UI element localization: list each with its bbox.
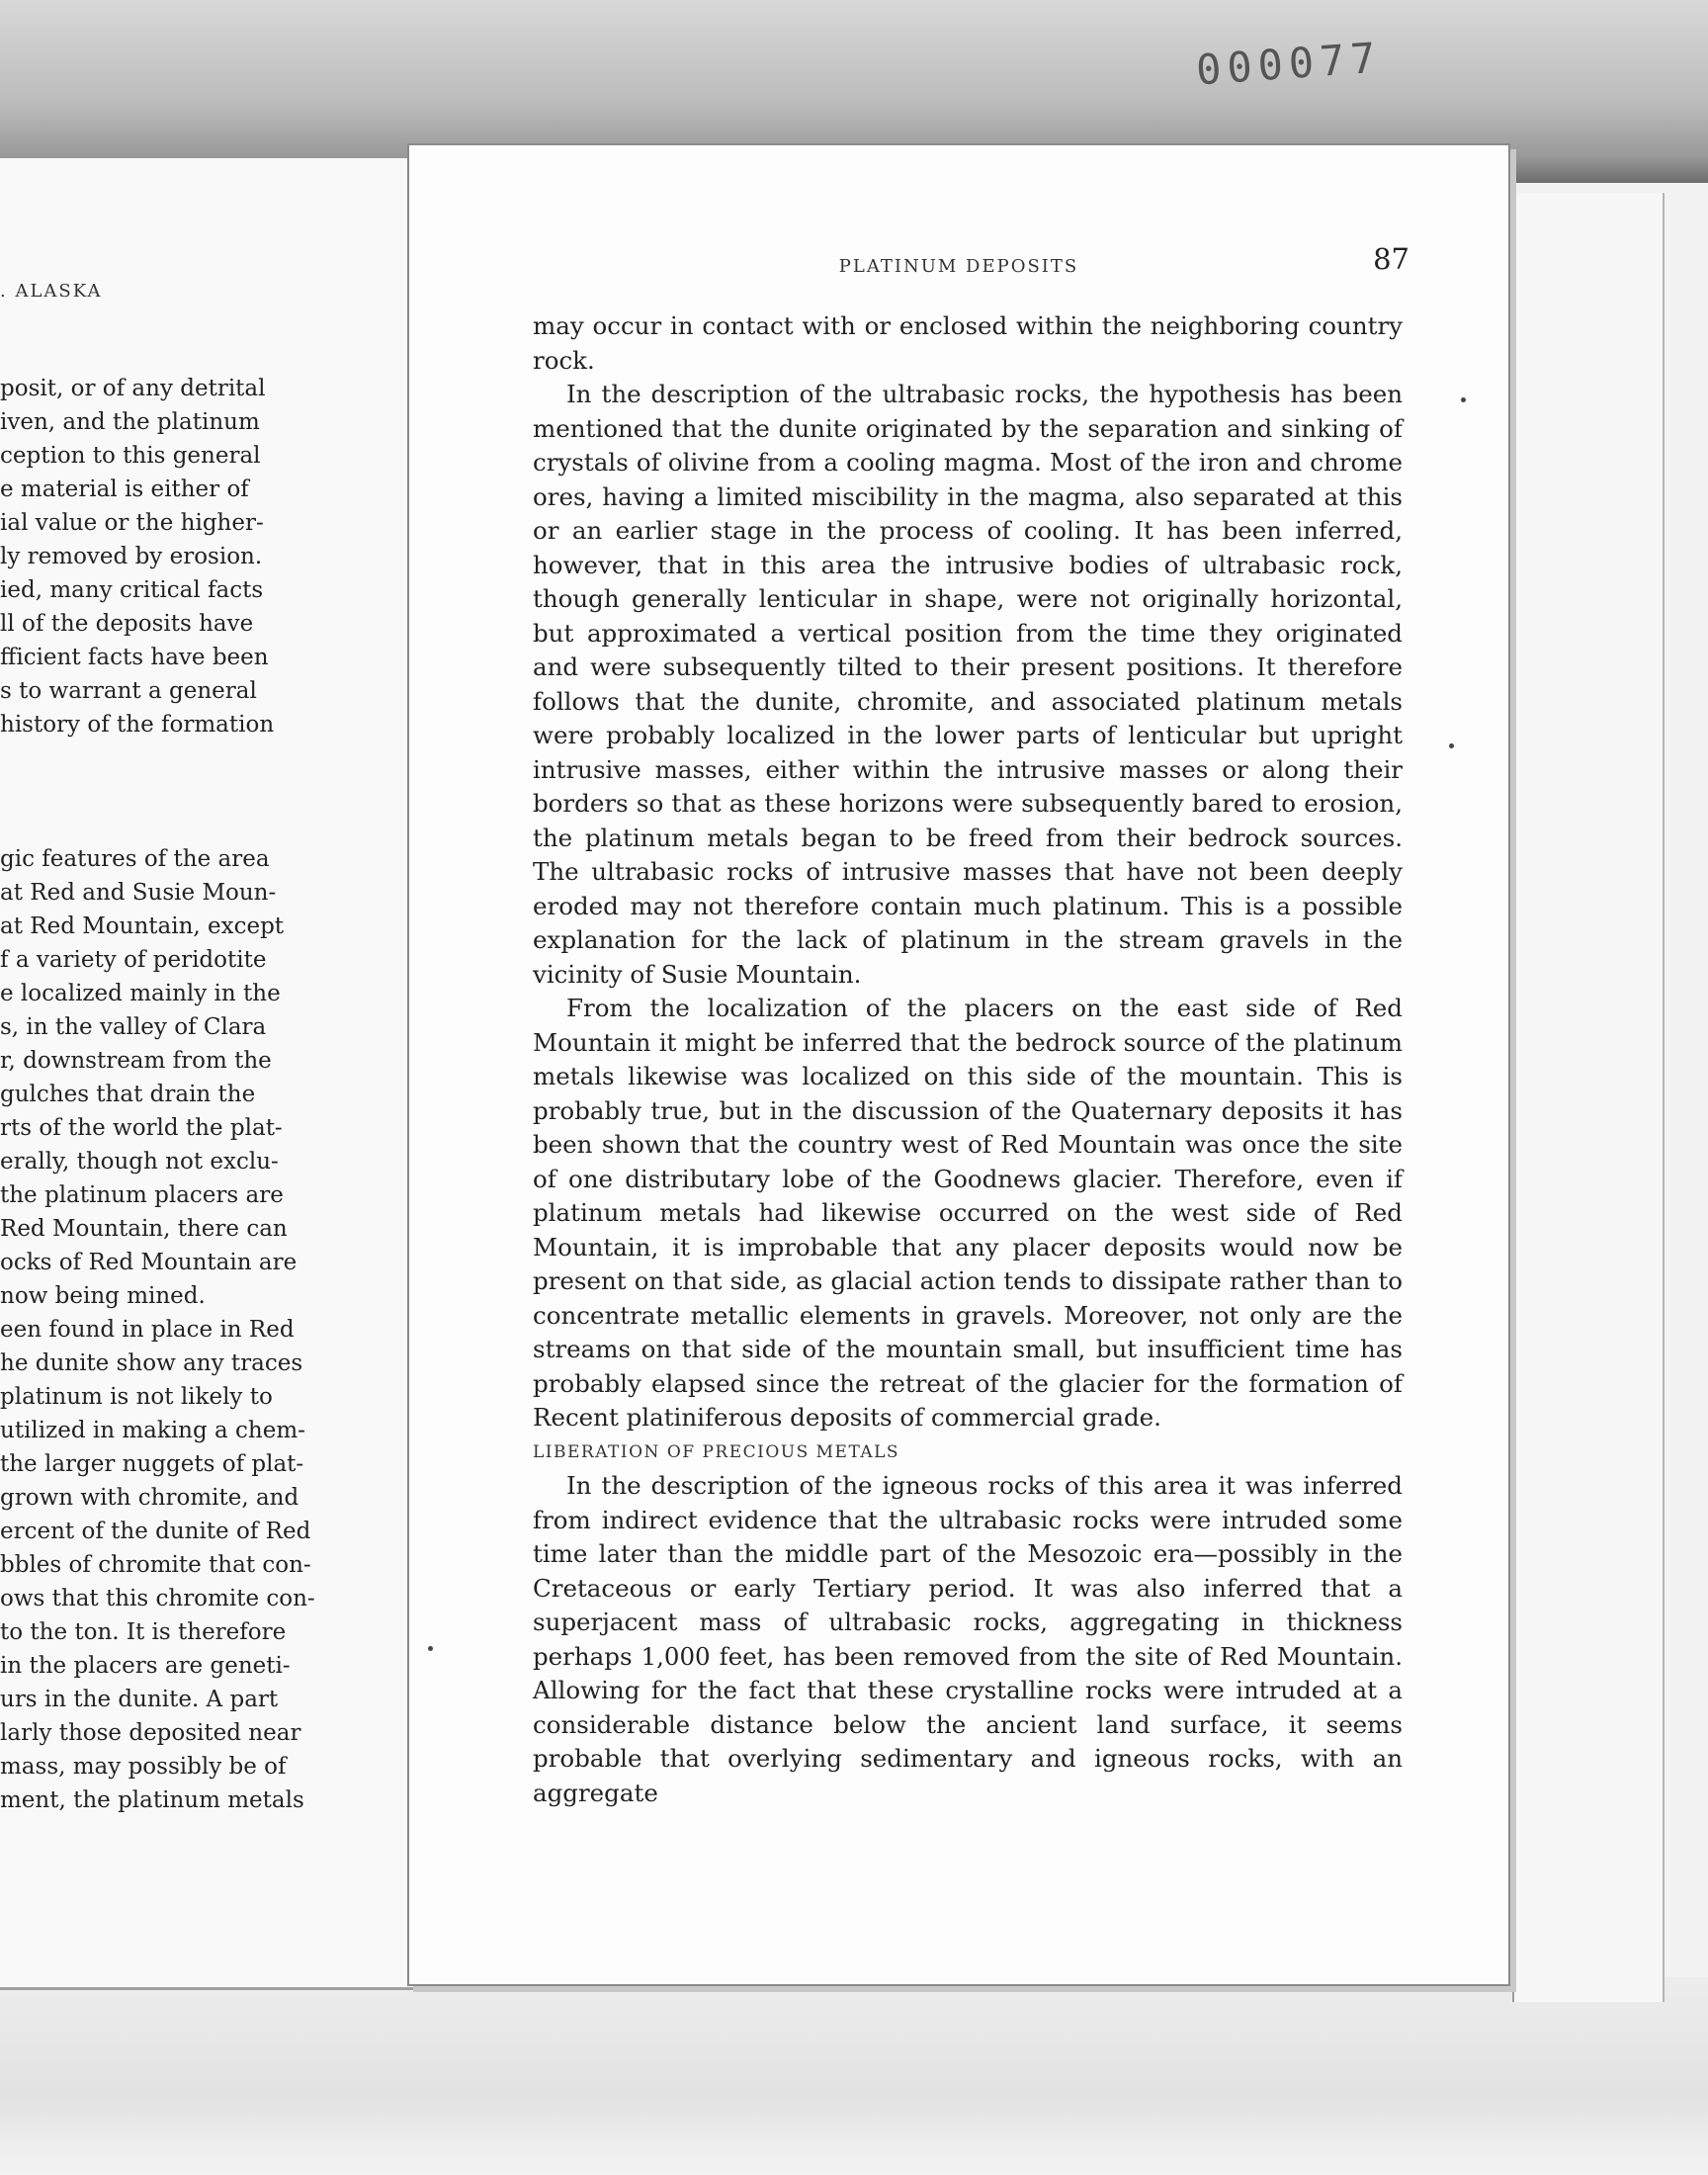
- left-line: s to warrant a general: [0, 678, 257, 704]
- paragraph: From the localization of the placers on the east side of Red Mountain it might be inferred that the bedrock source of the platinum metals likewise was localized on this side of the mountain. This is probably true, but in the discussion of the Quaternary deposits it has been shown that the country west of Red Mountain was once the site of one distributary lobe of the Goodnews glacier. Therefore, even if platinum metals had likewise occurred on the west side of Red Mountain, it is improbable that any placer deposits would now be present on that side, as glacial action tends to dissipate rather than to concentrate metallic elements in gravels. Moreover, not only are the streams on that side of the mountain small, but insufficient time has probably elapsed since the retreat of the glacier for the formation of Recent platiniferous deposits of commercial grade.: [533, 994, 1403, 1432]
- underlying-sheet: [1512, 193, 1665, 2002]
- paragraph: In the description of the ultrabasic rocks, the hypothesis has been mentioned that the dunite originated by the separation and sinking of crystals of olivine from a cooling magma. Most of the iron and chrome ores, having a limited miscibility in the magma, also separated at this or an earlier stage in the process of cooling. It has been inferred, however, that in this area the intrusive bodies of ultrabasic rock, though generally lenticular in shape, were not originally horizontal, but approximated a vertical position from the time they originated and were subsequently tilted to their present positions. It therefore follows that the dunite, chromite, and associated platinum metals were probably localized in the lower parts of lenticular but upright intrusive masses, either within the intrusive masses or along their borders so that as these horizons were subsequently bared to erosion, the platinum metals began to be freed from their bedrock sources. The ultrabasic rocks of intrusive masses that have not been deeply eroded may not therefore contain much platinum. This is a possible explanation for the lack of platinum in the stream gravels in the vicinity of Susie Mountain.: [533, 380, 1403, 989]
- left-line: in the placers are geneti-: [0, 1653, 291, 1679]
- left-line: ll of the deposits have: [0, 611, 254, 637]
- margin-mark: [1449, 743, 1454, 748]
- left-line: at Red Mountain, except: [0, 914, 285, 939]
- left-line: e material is either of: [0, 477, 249, 502]
- page-body: [533, 309, 1403, 1810]
- left-line: the larger nuggets of plat-: [0, 1451, 304, 1477]
- left-line: ception to this general: [0, 443, 261, 469]
- scan-bottom-area: [0, 1977, 1708, 2175]
- paragraph: may occur in contact with or enclosed within the neighboring country rock.: [533, 311, 1403, 375]
- left-line: rts of the world the plat-: [0, 1115, 283, 1141]
- left-line: to the ton. It is therefore: [0, 1619, 287, 1645]
- margin-mark: [428, 1646, 433, 1651]
- left-line: he dunite show any traces: [0, 1350, 303, 1376]
- left-line: een found in place in Red: [0, 1317, 295, 1343]
- left-line: r, downstream from the: [0, 1048, 272, 1074]
- left-line: gulches that drain the: [0, 1082, 256, 1107]
- left-line: f a variety of peridotite: [0, 947, 267, 973]
- left-section-gap: [0, 741, 346, 842]
- left-line: mass, may possibly be of: [0, 1754, 287, 1780]
- left-line: ercent of the dunite of Red: [0, 1519, 311, 1544]
- left-line: fficient facts have been: [0, 645, 269, 670]
- left-line: at Red and Susie Moun-: [0, 880, 277, 906]
- left-line: ows that this chromite con-: [0, 1586, 315, 1611]
- left-line: ial value or the higher-: [0, 510, 264, 536]
- left-page-text: [0, 372, 346, 1817]
- left-line: iven, and the platinum: [0, 409, 260, 435]
- bates-stamp: 000077: [1194, 33, 1384, 95]
- main-page: [407, 143, 1510, 1986]
- left-line: ly removed by erosion.: [0, 544, 263, 569]
- running-header: PLATINUM DEPOSITS: [838, 256, 1079, 277]
- left-line: utilized in making a chem-: [0, 1418, 305, 1443]
- left-line: s, in the valley of Clara: [0, 1014, 267, 1040]
- left-line: history of the formation: [0, 712, 275, 738]
- left-line: Red Mountain, there can: [0, 1216, 288, 1242]
- left-line: ocks of Red Mountain are: [0, 1250, 298, 1275]
- paragraph: In the description of the igneous rocks of this area it was inferred from indirect evidence that the ultrabasic rocks were intruded some time later than the middle part of the Mesozoic era—possibly in the Cretaceous or early Tertiary period. It was also inferred that a superjacent mass of ultrabasic rocks, aggregating in thickness perhaps 1,000 feet, has been removed from the site of Red Mountain. Allowing for the fact that these crystalline rocks were intruded at a considerable distance below the ancient land surface, it seems probable that overlying sedimentary and igneous rocks, with an aggregate: [533, 1471, 1403, 1807]
- left-line: urs in the dunite. A part: [0, 1687, 279, 1712]
- left-line: grown with chromite, and: [0, 1485, 299, 1511]
- page-number: 87: [1373, 242, 1409, 276]
- left-line: gic features of the area: [0, 846, 270, 872]
- left-line: posit, or of any detrital: [0, 376, 266, 401]
- left-line: ment, the platinum metals: [0, 1787, 304, 1813]
- left-line: bbles of chromite that con-: [0, 1552, 311, 1578]
- left-line: platinum is not likely to: [0, 1384, 273, 1410]
- left-page-header: . ALASKA: [0, 281, 103, 302]
- left-line: ied, many critical facts: [0, 577, 264, 603]
- left-line: larly those deposited near: [0, 1720, 301, 1746]
- left-line: e localized mainly in the: [0, 981, 281, 1006]
- left-line: now being mined.: [0, 1283, 206, 1309]
- section-heading: LIBERATION OF PRECIOUS METALS: [533, 1441, 900, 1462]
- left-line: the platinum placers are: [0, 1182, 284, 1208]
- margin-mark: [1461, 397, 1466, 402]
- left-line: erally, though not exclu-: [0, 1149, 279, 1174]
